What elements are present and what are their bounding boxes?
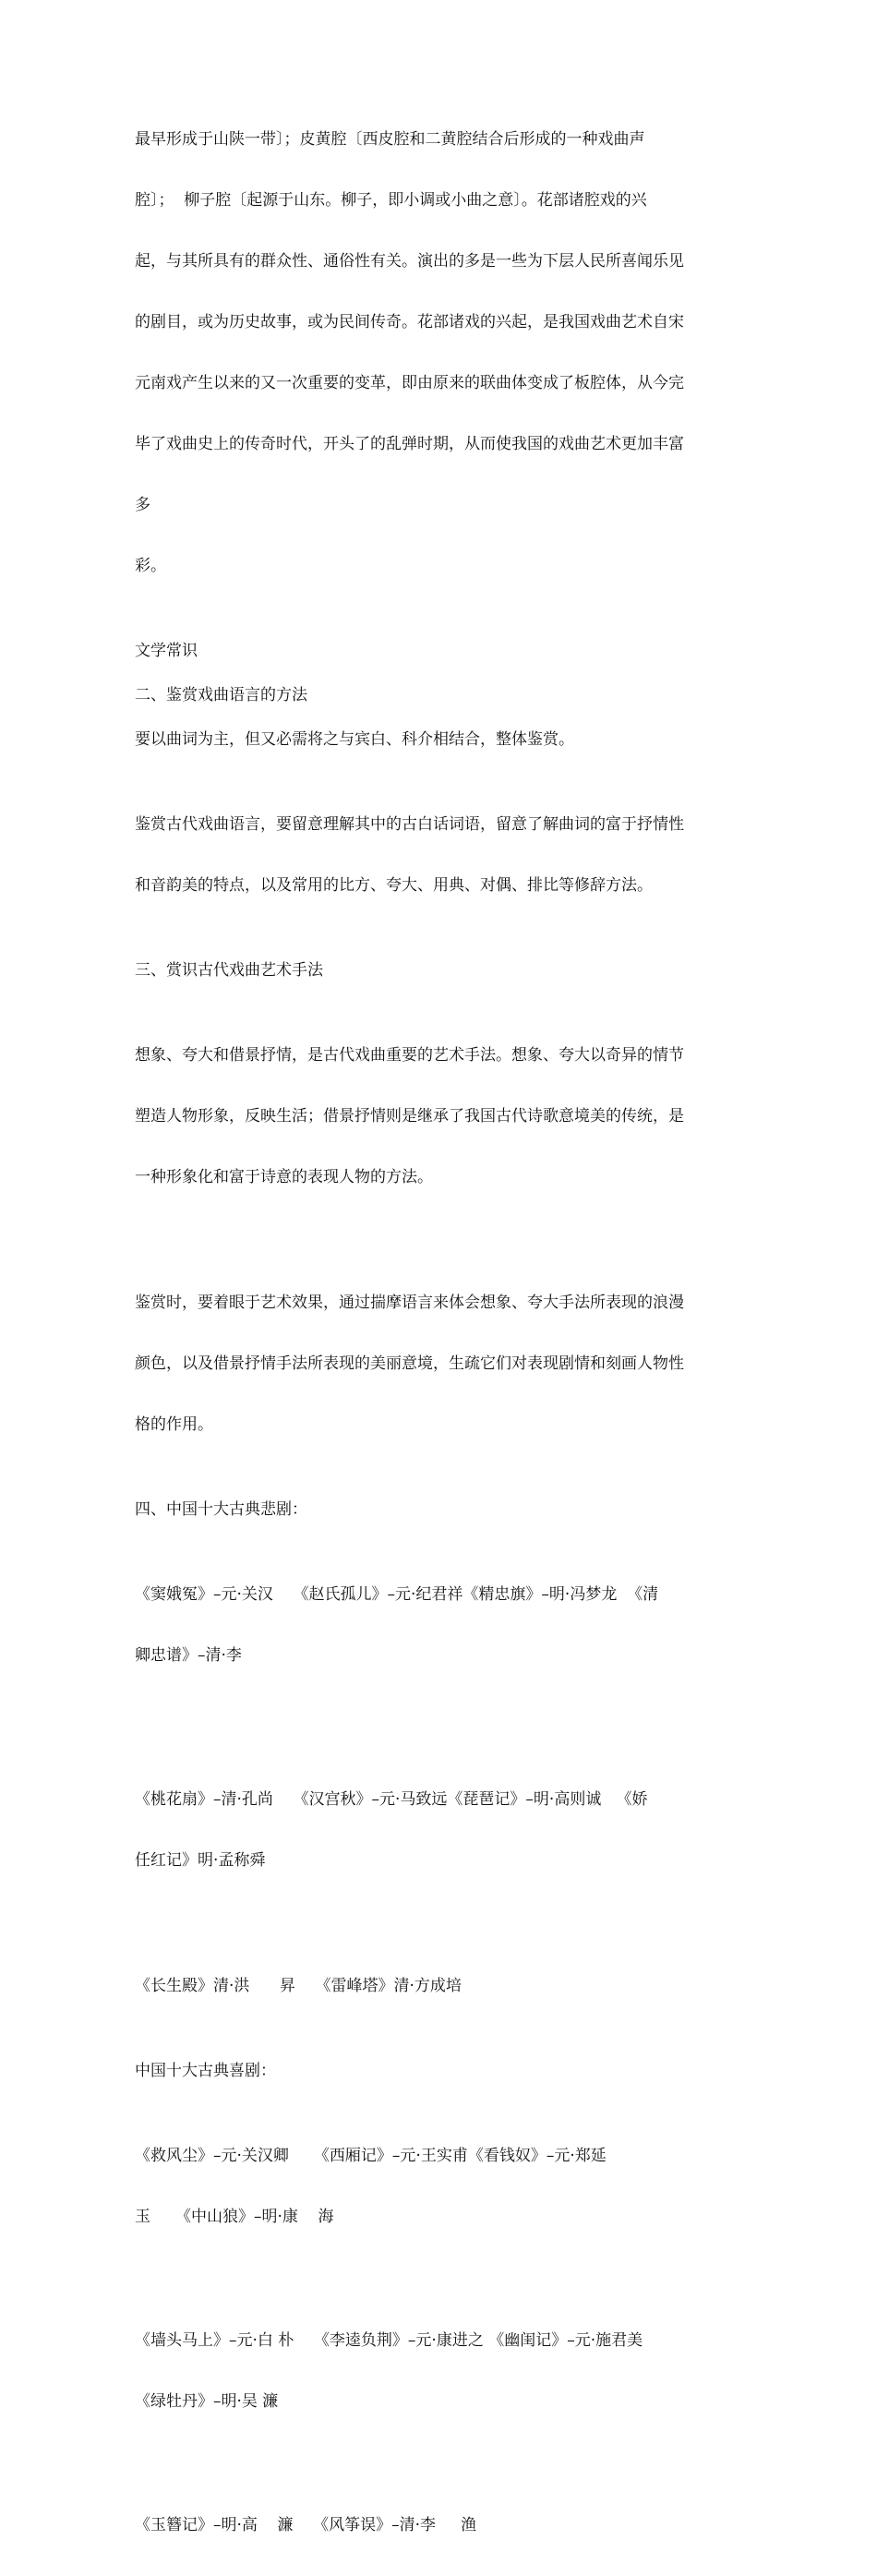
comedy-list-item [135, 2290, 753, 2452]
text-line: 彩。 [135, 557, 166, 575]
text-line: 鉴赏古代戏曲语言，要留意理解其中的古白话词语，留意了解曲词的富于抒情性 [135, 815, 684, 834]
document-body [135, 89, 753, 2576]
text-line: 腔〕； 柳子腔〔起源于山东。柳子，即小调或小曲之意〕。花部诸腔戏的兴 [135, 191, 647, 210]
heading-section-2: 二、鉴赏戏曲语言的方法 [135, 686, 307, 704]
comedy-list-item [135, 2474, 753, 2576]
text-line: 塑造人物形象，反映生活；借景抒情则是继承了我国古代诗歌意境美的传统，是 [135, 1107, 684, 1125]
text-line: 《墙头马上》–元·白 朴 《李逵负荆》–元·康进之 《幽闺记》–元·施君美 [135, 2331, 643, 2350]
paragraph-3a [135, 1005, 753, 1228]
text-line: 《窦娥冤》–元·关汉 《赵氏孤儿》–元·纪君祥《精忠旗》–明·冯梦龙 《清 [135, 1585, 659, 1604]
text-line: 多 [135, 496, 150, 514]
tragedy-list-item [135, 1935, 753, 2037]
text-line: 任红记》明·孟称舜 [135, 1851, 266, 1870]
text-line: 《玉簪记》–明·高 濂 《风筝误》–清·李 渔 [135, 2516, 477, 2534]
text-line: 想象、夸大和借景抒情，是古代戏曲重要的艺术手法。想象、夸大以奇异的情节 [135, 1046, 684, 1065]
text-line: 元南戏产生以来的又一次重要的变革，即由原来的联曲体变成了板腔体，从今完 [135, 374, 684, 392]
text-line: 鉴赏时，要着眼于艺术效果，通过揣摩语言来体会想象、夸大手法所表现的浪漫 [135, 1294, 684, 1312]
text-line: 毕了戏曲史上的传奇时代，开头了的乱弹时期，从而使我国的戏曲艺术更加丰富 [135, 435, 684, 453]
comedy-list-item [135, 2105, 753, 2268]
text-line: 《救风尘》–元·关汉卿 《西厢记》–元·王实甫《看钱奴》–元·郑延 [135, 2147, 607, 2165]
heading-section-3: 三、赏识古代戏曲艺术手法 [135, 961, 323, 980]
tragedy-list-item [135, 1544, 753, 1706]
text-line: 格的作用。 [135, 1415, 213, 1434]
section-title-literature: 文学常识 [135, 642, 198, 660]
text-line: 的剧目，或为历史故事，或为民间传奇。花部诸戏的兴起，是我国戏曲艺术自宋 [135, 313, 684, 331]
text-line: 《长生殿》清·洪 昇 《雷峰塔》清·方成培 [135, 1977, 462, 1995]
text-line: 《绿牡丹》–明·吴 濂 [135, 2392, 279, 2411]
paragraph-2a: 要以曲词为主，但又必需将之与宾白、科介相结合，整体鉴赏。 [135, 730, 574, 749]
tragedy-list-item [135, 1749, 753, 1911]
text-line: 颜色，以及借景抒情手法所表现的美丽意境，生疏它们对表现剧情和刻画人物性 [135, 1354, 684, 1373]
text-line: 玉 《中山狼》–明·康 海 [135, 2208, 334, 2226]
text-line: 起，与其所具有的群众性、通俗性有关。演出的多是一些为下层人民所喜闻乐见 [135, 252, 684, 271]
heading-comedy: 中国十大古典喜剧： [135, 2062, 276, 2080]
heading-section-4: 四、中国十大古典悲剧： [135, 1500, 307, 1519]
text-line: 一种形象化和富于诗意的表现人物的方法。 [135, 1168, 433, 1186]
text-line: 和音韵美的特点，以及常用的比方、夸大、用典、对偶、排比等修辞方法。 [135, 876, 653, 895]
intro-paragraph [135, 89, 753, 617]
text-line: 《桃花扇》–清·孔尚 《汉宫秋》–元·马致远《琵琶记》–明·高则诚 《娇 [135, 1790, 648, 1809]
text-line: 最早形成于山陕一带〕；皮黄腔〔西皮腔和二黄腔结合后形成的一种戏曲声 [135, 130, 645, 149]
text-line: 卿忠谱》–清·李 [135, 1646, 242, 1665]
paragraph-3b [135, 1252, 753, 1475]
paragraph-2b [135, 774, 753, 936]
